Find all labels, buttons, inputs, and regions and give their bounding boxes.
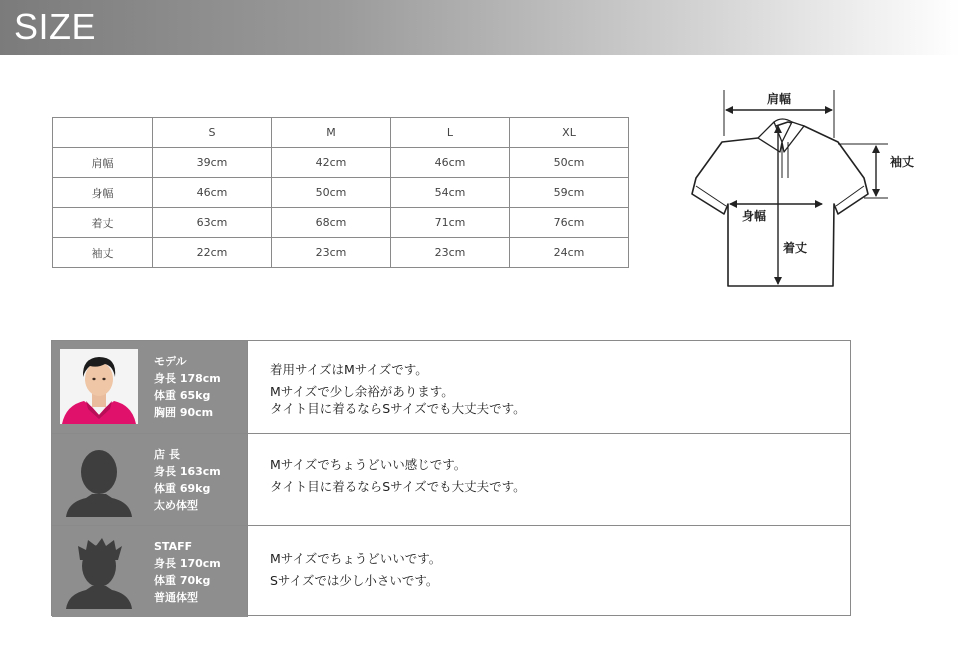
- model-row-staff: [52, 525, 850, 617]
- staff-height: 身長 170cm: [154, 557, 221, 570]
- table-cell: 50cm: [510, 148, 629, 178]
- comment-line: Sサイズでは少し小さいです。: [270, 573, 439, 588]
- manager-role: 店 長: [154, 448, 180, 461]
- comment-line: Mサイズで少し余裕があります。: [270, 384, 454, 399]
- row-label: 身幅: [53, 178, 153, 208]
- page-title: SIZE: [14, 6, 97, 47]
- table-cell: 54cm: [391, 178, 510, 208]
- table-cell: 46cm: [153, 178, 272, 208]
- table-row: [53, 178, 629, 208]
- model-table: [51, 340, 851, 616]
- table-header-row: [53, 118, 629, 148]
- model-comment: [270, 361, 526, 417]
- sleeve-label: 袖丈: [890, 155, 915, 169]
- model-row-model: [52, 341, 850, 433]
- staff-body-type: 普通体型: [154, 591, 198, 604]
- table-cell: 59cm: [510, 178, 629, 208]
- row-label: 肩幅: [53, 148, 153, 178]
- manager-height: 身長 163cm: [154, 465, 221, 478]
- model-height: 身長 178cm: [154, 372, 221, 385]
- staff-panel: [52, 526, 248, 617]
- comment-line: 着用サイズはMサイズです。: [270, 362, 428, 377]
- table-cell: 71cm: [391, 208, 510, 238]
- table-cell: 50cm: [272, 178, 391, 208]
- model-chest: 胸囲 90cm: [154, 406, 214, 419]
- manager-info: [154, 446, 221, 514]
- chest-label: 身幅: [742, 209, 767, 223]
- table-cell: 39cm: [153, 148, 272, 178]
- row-label: 着丈: [53, 208, 153, 238]
- table-header-corner: [53, 118, 153, 148]
- table-row: [53, 148, 629, 178]
- manager-comment: [270, 456, 526, 495]
- table-header-l: L: [391, 118, 510, 148]
- table-cell: 68cm: [272, 208, 391, 238]
- staff-silhouette-icon: [60, 534, 138, 609]
- comment-line: Mサイズでちょうどいいです。: [270, 551, 442, 566]
- shoulder-label: 肩幅: [766, 92, 792, 106]
- model-info: [154, 353, 221, 421]
- model-photo: [60, 349, 138, 424]
- row-label: 袖丈: [53, 238, 153, 268]
- model-panel: [52, 341, 248, 433]
- table-cell: 23cm: [272, 238, 391, 268]
- table-header-m: M: [272, 118, 391, 148]
- model-row-manager: [52, 433, 850, 525]
- manager-weight: 体重 69kg: [154, 482, 211, 495]
- comment-line: タイト目に着るならSサイズでも大丈夫です。: [270, 479, 526, 494]
- table-cell: 76cm: [510, 208, 629, 238]
- shirt-measurement-diagram: [688, 86, 915, 291]
- table-cell: 46cm: [391, 148, 510, 178]
- header-banner: [0, 0, 960, 55]
- comment-line: Mサイズでちょうどいい感じです。: [270, 457, 467, 472]
- table-header-xl: XL: [510, 118, 629, 148]
- table-row: [53, 208, 629, 238]
- staff-role: STAFF: [154, 540, 193, 553]
- manager-panel: [52, 434, 248, 525]
- staff-weight: 体重 70kg: [154, 574, 211, 587]
- staff-info: [154, 538, 221, 606]
- table-row: [53, 238, 629, 268]
- staff-comment: [270, 550, 441, 589]
- length-label: 着丈: [783, 241, 808, 255]
- table-cell: 22cm: [153, 238, 272, 268]
- table-cell: 24cm: [510, 238, 629, 268]
- manager-body-type: 太め体型: [154, 499, 198, 512]
- comment-line: タイト目に着るならSサイズでも大丈夫です。: [270, 401, 526, 416]
- table-header-s: S: [153, 118, 272, 148]
- size-table: [52, 117, 629, 268]
- table-cell: 42cm: [272, 148, 391, 178]
- manager-silhouette-icon: [60, 442, 138, 517]
- model-role: モデル: [154, 355, 187, 368]
- model-weight: 体重 65kg: [154, 389, 211, 402]
- table-cell: 63cm: [153, 208, 272, 238]
- table-cell: 23cm: [391, 238, 510, 268]
